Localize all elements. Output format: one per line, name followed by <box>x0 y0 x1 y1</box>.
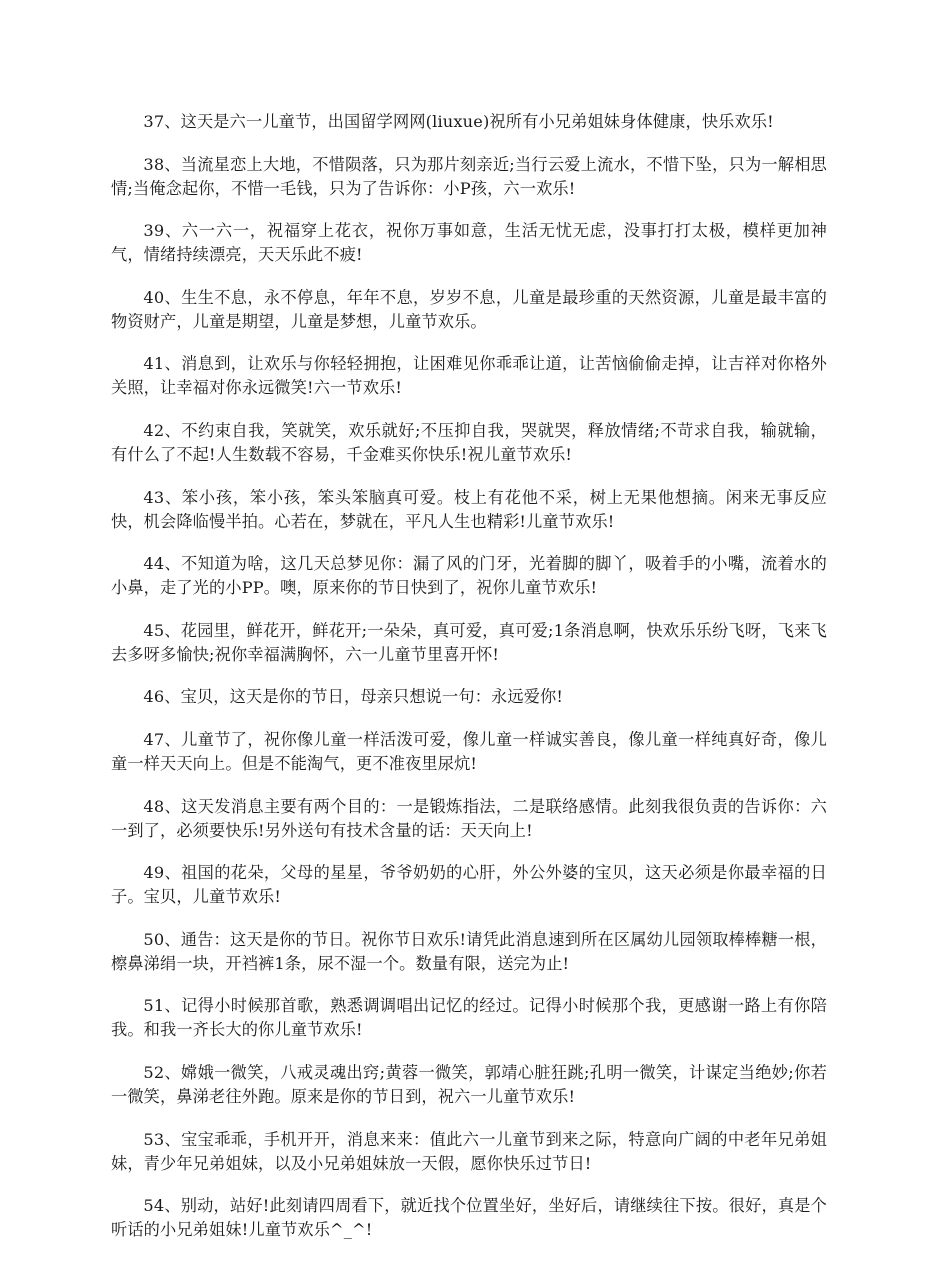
paragraph-39: 39、六一六一，祝福穿上花衣，祝你万事如意，生活无忧无虑，没事打打太极，模样更加神气，情绪持续漂亮，天天乐此不疲! <box>111 221 827 265</box>
paragraph-44: 44、不知道为啥，这几天总梦见你：漏了风的门牙，光着脚的脚丫，吸着手的小嘴，流着水的小鼻，走了光的小PP。噢，原来你的节日快到了，祝你儿童节欢乐! <box>111 554 827 598</box>
paragraph-52: 52、嫦娥一微笑，八戒灵魂出窍;黄蓉一微笑，郭靖心脏狂跳;孔明一微笑，计谋定当绝妙;你若一微笑，鼻涕老往外跑。原来是你的节日到，祝六一儿童节欢乐! <box>111 1062 827 1106</box>
paragraph-49: 49、祖国的花朵，父母的星星，爷爷奶奶的心肝，外公外婆的宝贝，这天必须是你最幸福的日子。宝贝，儿童节欢乐! <box>111 863 827 907</box>
document-body <box>111 110 827 1261</box>
paragraph-45: 45、花园里，鲜花开，鲜花开;一朵朵，真可爱，真可爱;1条消息啊，快欢乐乐纷飞呀，飞来飞去多呀多愉快;祝你幸福满胸怀，六一儿童节里喜开怀! <box>111 620 827 664</box>
paragraph-41: 41、消息到，让欢乐与你轻轻拥抱，让困难见你乖乖让道，让苦恼偷偷走掉，让吉祥对你格外关照，让幸福对你永远微笑!六一节欢乐! <box>111 354 827 398</box>
paragraph-50: 50、通告：这天是你的节日。祝你节日欢乐!请凭此消息速到所在区属幼儿园领取棒棒糖一根，檫鼻涕绢一块，开裆裤1条，尿不湿一个。数量有限，送完为止! <box>111 929 827 973</box>
paragraph-47: 47、儿童节了，祝你像儿童一样活泼可爱，像儿童一样诚实善良，像儿童一样纯真好奇，像儿童一样天天向上。但是不能淘气，更不准夜里尿炕! <box>111 729 827 773</box>
paragraph-43: 43、笨小孩，笨小孩，笨头笨脑真可爱。枝上有花他不采，树上无果他想摘。闲来无事反应快，机会降临慢半拍。心若在，梦就在，平凡人生也精彩!儿童节欢乐! <box>111 487 827 531</box>
paragraph-53: 53、宝宝乖乖，手机开开，消息来来：值此六一儿童节到来之际，特意向广阔的中老年兄弟姐妹，青少年兄弟姐妹，以及小兄弟姐妹放一天假，愿你快乐过节日! <box>111 1129 827 1173</box>
paragraph-42: 42、不约束自我，笑就笑，欢乐就好;不压抑自我，哭就哭，释放情绪;不苛求自我，输就输，有什么了不起!人生数载不容易，千金难买你快乐!祝儿童节欢乐! <box>111 420 827 464</box>
paragraph-38: 38、当流星恋上大地，不惜陨落，只为那片刻亲近;当行云爱上流水，不惜下坠，只为一解相思情;当俺念起你，不惜一毛钱，只为了告诉你：小P孩，六一欢乐! <box>111 154 827 198</box>
paragraph-51: 51、记得小时候那首歌，熟悉调调唱出记忆的经过。记得小时候那个我，更感谢一路上有你陪我。和我一齐长大的你儿童节欢乐! <box>111 996 827 1040</box>
paragraph-37: 37、这天是六一儿童节，出国留学网网(liuxue)祝所有小兄弟姐妹身体健康，快乐欢乐! <box>143 112 774 131</box>
paragraph-54: 54、别动，站好!此刻请四周看下，就近找个位置坐好，坐好后，请继续往下按。很好，真是个听话的小兄弟姐妹!儿童节欢乐^_^! <box>111 1196 827 1240</box>
paragraph-46: 46、宝贝，这天是你的节日，母亲只想说一句：永远爱你! <box>143 687 564 707</box>
paragraph-48: 48、这天发消息主要有两个目的：一是锻炼指法，二是联络感情。此刻我很负责的告诉你：六一到了，必须要快乐!另外送句有技术含量的话：天天向上! <box>111 796 827 840</box>
paragraph-40: 40、生生不息，永不停息，年年不息，岁岁不息，儿童是最珍重的天然资源，儿童是最丰富的物资财产，儿童是期望，儿童是梦想，儿童节欢乐。 <box>111 287 827 331</box>
